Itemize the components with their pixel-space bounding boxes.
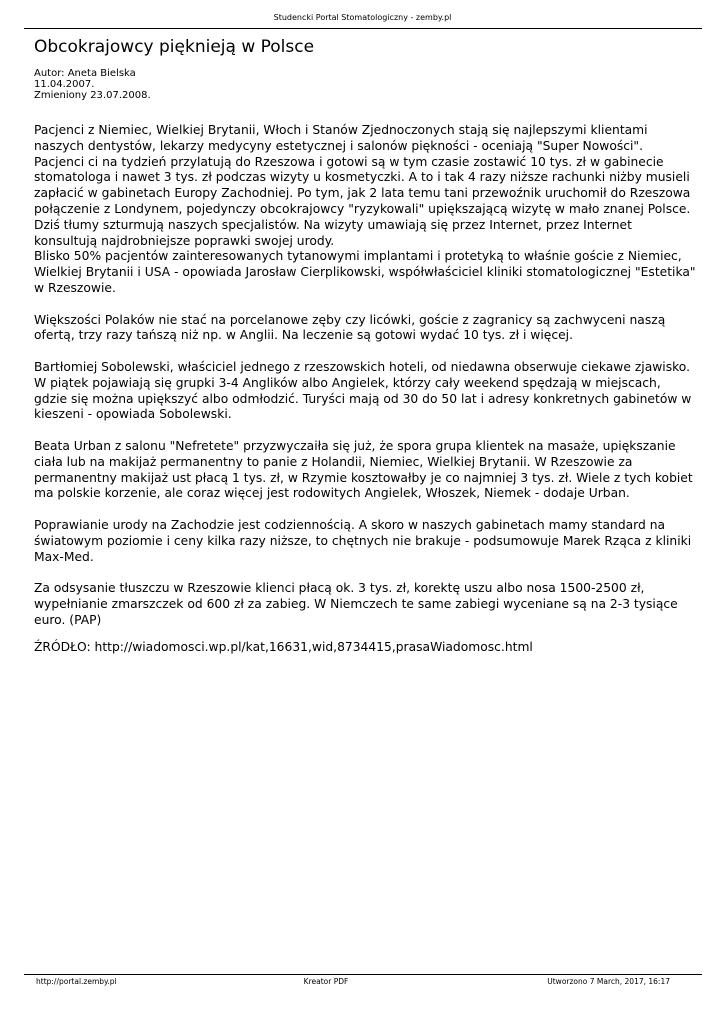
footer-generator: Kreator PDF (303, 977, 349, 986)
footer-divider (24, 974, 702, 975)
page-footer (0, 977, 725, 987)
footer-created: Utworzono 7 March, 2017, 16:17 (547, 977, 670, 986)
page-header-title: Studencki Portal Stomatologiczny - zemby.pl (273, 13, 452, 22)
article-paragraph: Beata Urban z salonu "Nefretete" przyzwyczaiła się już, że spora grupa klientek na masaże, upiększanie ciała lub na makijaż permanentny to panie z Holandii, Niemiec, Wielkiej Brytanii. W Rzeszowie za permanentny makijaż ust płacą 1 tys. zł, w Rzymie kosztowałby je co najmniej 3 tys. zł. Wiele z tych kobiet ma polskie korzenie, ale coraz więcej jest rodowitych Angielek, Włoszek, Niemek - dodaje Urban. (34, 438, 693, 501)
article-date: 11.04.2007. (34, 79, 95, 90)
article-paragraph: Poprawianie urody na Zachodzie jest codziennością. A skoro w naszych gabinetach mamy standard na światowym poziomie i ceny kilka razy niższe, to chętnych nie brakuje - podsumowuje Marek Rząca z kliniki Max-Med. (34, 517, 692, 564)
footer-url: http://portal.zemby.pl (36, 977, 117, 986)
article-modified-date: Zmieniony 23.07.2008. (34, 90, 151, 101)
article-paragraph: Blisko 50% pacjentów zainteresowanych tytanowymi implantami i protetyką to właśnie goście z Niemiec, Wielkiej Brytanii i USA - opowiada Jarosław Cierplikowski, współwłaściciel kliniki stomatologicznej "Estetika" w Rzeszowie. (34, 249, 696, 295)
article-body (34, 123, 696, 644)
article-meta (34, 68, 151, 101)
article-paragraph: Większości Polaków nie stać na porcelanowe zęby czy licówki, goście z zagranicy są zachwyceni naszą ofertą, trzy razy tańszą niż np. w Anglii. Na leczenie są gotowi wydać 10 tys. zł i więcej. (34, 312, 666, 343)
article-source: ŹRÓDŁO: http://wiadomosci.wp.pl/kat,16631,wid,8734415,prasaWiadomosc.html (34, 640, 533, 654)
article-paragraph: Pacjenci z Niemiec, Wielkiej Brytanii, Włoch i Stanów Zjednoczonych stają się najlepszymi klientami naszych dentystów, lekarzy medycyny estetycznej i salonów piękności - oceniają "Super Nowości". Pacjenci ci na tydzień przylatują do Rzeszowa i gotowi są w tym czasie zostawić 10 tys. zł w gabinecie stomatologa i nawet 3 tys. zł podczas wizyty u kosmetyczki. A to i tak 4 razy niższe rachunki niżby musieli zapłacić w gabinetach Europy Zachodniej. Po tym, jak 2 lata temu tani przewoźnik uruchomił do Rzeszowa połączenie z Londynem, pojedynczy obcokrajowcy "ryzykowali" upiększającą wizytę w mało znanej Polsce. Dziś tłumy szturmują naszych specjalistów. Na wizyty umawiają się przez Internet, przez Internet konsultują najdrobniejsze poprawki swojej urody. (34, 123, 691, 248)
article-paragraph: Bartłomiej Sobolewski, właściciel jednego z rzeszowskich hoteli, od niedawna obserwuje ciekawe zjawisko. W piątek pojawiają się grupki 3-4 Anglików albo Angielek, którzy cały weekend spędzają w miejscach, gdzie się można upiększyć albo odmłodzić. Turyści mają od 30 do 50 lat i adresy konkretnych gabinetów w kieszeni - opowiada Sobolewski. (34, 359, 692, 422)
header-divider (24, 28, 702, 29)
article-author: Autor: Aneta Bielska (34, 68, 136, 79)
article-paragraph: Za odsysanie tłuszczu w Rzeszowie klienci płacą ok. 3 tys. zł, korektę uszu albo nosa 1500-2500 zł, wypełnianie zmarszczek od 600 zł za zabieg. W Niemczech te same zabiegi wyceniane są na 2-3 tysiące euro. (PAP) (34, 581, 678, 627)
article-title: Obcokrajowcy pięknieją w Polsce (34, 37, 315, 57)
